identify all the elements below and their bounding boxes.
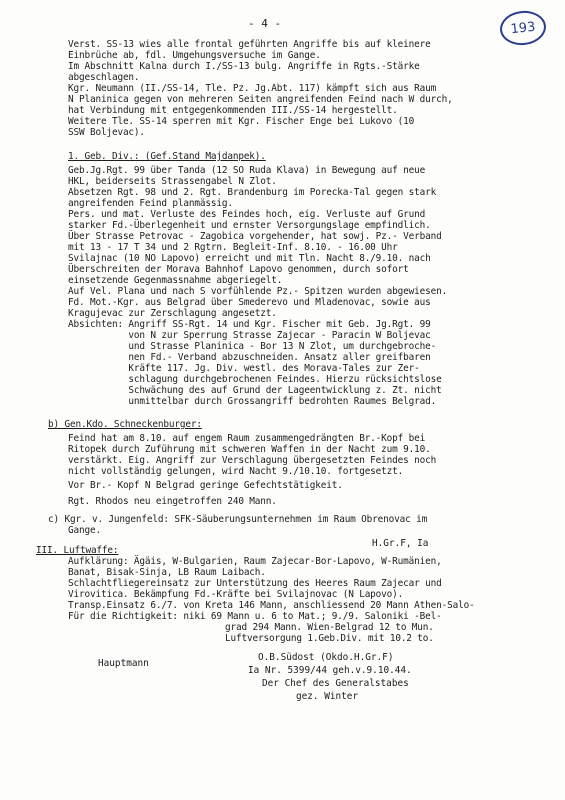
text-line: Ritopek durch Zuführung mit schweren Waffen in der Nacht zum 9.10. <box>68 444 431 455</box>
text-line: Rgt. Rhodos neu eingetroffen 240 Mann. <box>68 496 277 507</box>
page-number: - 4 - <box>248 17 282 30</box>
text-line: unmittelbar durch Grossangriff bedrohten Raumes Belgrad. <box>68 396 437 407</box>
text-line: Kräfte 117. Jg. Div. westl. des Morava-Tales zur Zer- <box>68 363 420 374</box>
text-line: Luftversorgung 1.Geb.Div. mit 10.2 to. <box>225 633 434 644</box>
archive-stamp: 193 <box>498 9 547 48</box>
text-line: hat Verbindung mit entgegenkommenden III./SS-14 hergestellt. <box>68 105 398 116</box>
text-line: Verst. SS-13 wies alle frontal geführten Angriffe bis auf kleinere <box>68 39 431 50</box>
text-line: HKL, beiderseits Strassengabel N Zlot. <box>68 176 277 187</box>
text-line: verstärkt. Eig. Angriff zur Verschlagung übergesetzten Feindes noch <box>68 455 437 466</box>
text-line: Geb.Jg.Rgt. 99 über Tanda (12 SO Ruda Klava) in Bewegung auf neue <box>68 165 426 176</box>
signature-line: Ia Nr. 5399/44 geh.v.9.10.44. <box>248 665 412 676</box>
section-heading: c) Kgr. v. Jungenfeld: SFK-Säuberungsunternehmen im Raum Obrenovac im <box>48 514 428 525</box>
text-line: Vor Br.- Kopf N Belgrad geringe Gefechtstätigkeit. <box>68 480 343 491</box>
text-line: Überschreiten der Morava Bahnhof Lapovo genommen, durch sofort <box>68 264 409 275</box>
text-line: Für die Richtigkeit: niki 69 Mann u. 6 to Mat.; 9./9. Saloniki -Bel- <box>68 611 442 622</box>
text-line: schlagung durchgebrochenen Feindes. Hierzu rücksichtslose <box>68 374 442 385</box>
text-line: Kgr. Neumann (II./SS-14, Tle. Pz. Jg.Abt. 117) kämpft sich aus Raum <box>68 83 437 94</box>
text-line: SSW Boljevac). <box>68 127 145 138</box>
text-line: Gange. <box>68 525 101 536</box>
text-line: Über Strasse Petrovac - Zagobica vorgehender, hat sowj. Pz.- Verband <box>68 231 442 242</box>
text-line: Auf Vel. Plana und nach S vorfühlende Pz.- Spitzen wurden abgewiesen. <box>68 286 448 297</box>
text-line: Weitere Tle. SS-14 sperren mit Kgr. Fischer Enge bei Lukovo (10 <box>68 116 415 127</box>
text-line: starker Fd.-Überlegenheit und ernster Versorgungslage empfindlich. <box>68 220 431 231</box>
text-line: einsetzende Gegenmassnahme abgeriegelt. <box>68 275 283 286</box>
hauptmann-label: Hauptmann <box>98 658 149 669</box>
text-line: grad 294 Mann. Wien-Belgrad 12 to Mun. <box>225 622 434 633</box>
text-line: Kragujevac zur Zerschlagung angesetzt. <box>68 308 277 319</box>
text-line: Absetzen Rgt. 98 und 2. Rgt. Brandenburg im Porecka-Tal gegen stark <box>68 187 437 198</box>
signature-line: Der Chef des Generalstabes <box>262 678 409 689</box>
text-line: Im Abschnitt Kalna durch I./SS-13 bulg. Angriffe in Rgts.-Stärke <box>68 61 420 72</box>
text-line: N Planinica gegen von mehreren Seiten angreifenden Feind nach W durch, <box>68 94 453 105</box>
text-line: Transp.Einsatz 6./7. von Kreta 146 Mann, anschliessend 20 Mann Athen-Salo- <box>68 600 475 611</box>
text-line: Schlachtfliegereinsatz zur Unterstützung des Heeres Raum Zajecar und <box>68 578 442 589</box>
text-line: von N zur Sperrung Strasse Zajecar - Paracin W Boljevac <box>68 330 431 341</box>
text-line: Feind hat am 8.10. auf engem Raum zusammengedrängten Br.-Kopf bei <box>68 433 426 444</box>
text-line: Einbrüche ab, fdl. Umgehungsversuche im Gange. <box>68 50 321 61</box>
text-line: und Strasse Planinica - Bor 13 N Zlot, um durchgebroche- <box>68 341 437 352</box>
text-line: Virovitica. Bekämpfung Fd.-Kräfte bei Svilajnovac (N Lapovo). <box>68 589 404 600</box>
section-heading: b) Gen.Kdo. Schneckenburger: <box>48 419 202 430</box>
text-line: mit 13 - 17 T 34 und 2 Rgtrn. Begleit-Inf. 8.10. - 16.00 Uhr <box>68 242 398 253</box>
signature-line: O.B.Südost (Okdo.H.Gr.F) <box>258 652 394 663</box>
section-heading: 1. Geb. Div.: (Gef.Stand Majdanpek). <box>68 151 266 162</box>
section-heading: III. Luftwaffe: <box>36 545 119 556</box>
signature-line: gez. Winter <box>296 691 359 702</box>
text-line: Absichten: Angriff SS-Rgt. 14 und Kgr. Fischer mit Geb. Jg.Rgt. 99 <box>68 319 431 330</box>
text-line: Schwächung des auf Grund der Lageentwicklung z. Zt. nicht <box>68 385 442 396</box>
text-line: Fd. Mot.-Kgr. aus Belgrad über Smederevo und Mladenovac, sowie aus <box>68 297 431 308</box>
text-line: nicht vollständig gelungen, wird Nacht 9./10.10. fortgesetzt. <box>68 466 404 477</box>
text-line: angreifenden Feind planmässig. <box>68 198 233 209</box>
text-line: abgeschlagen. <box>68 72 140 83</box>
text-line: Svilajnac (10 NO Lapovo) erreicht und mit Tln. Nacht 8./9.10. nach <box>68 253 431 264</box>
text-line: nen Fd.- Verband abzuschneiden. Ansatz aller greifbaren <box>68 352 431 363</box>
sender-line: H.Gr.F, Ia <box>372 538 429 549</box>
text-line: Banat, Bisak-Sinja, LB Raum Laibach. <box>68 567 266 578</box>
text-line: Aufklärung: Ägäis, W-Bulgarien, Raum Zajecar-Bor-Lapovo, W-Rumänien, <box>68 556 442 567</box>
text-line: Pers. und mat. Verluste des Feindes hoch, eig. Verluste auf Grund <box>68 209 426 220</box>
